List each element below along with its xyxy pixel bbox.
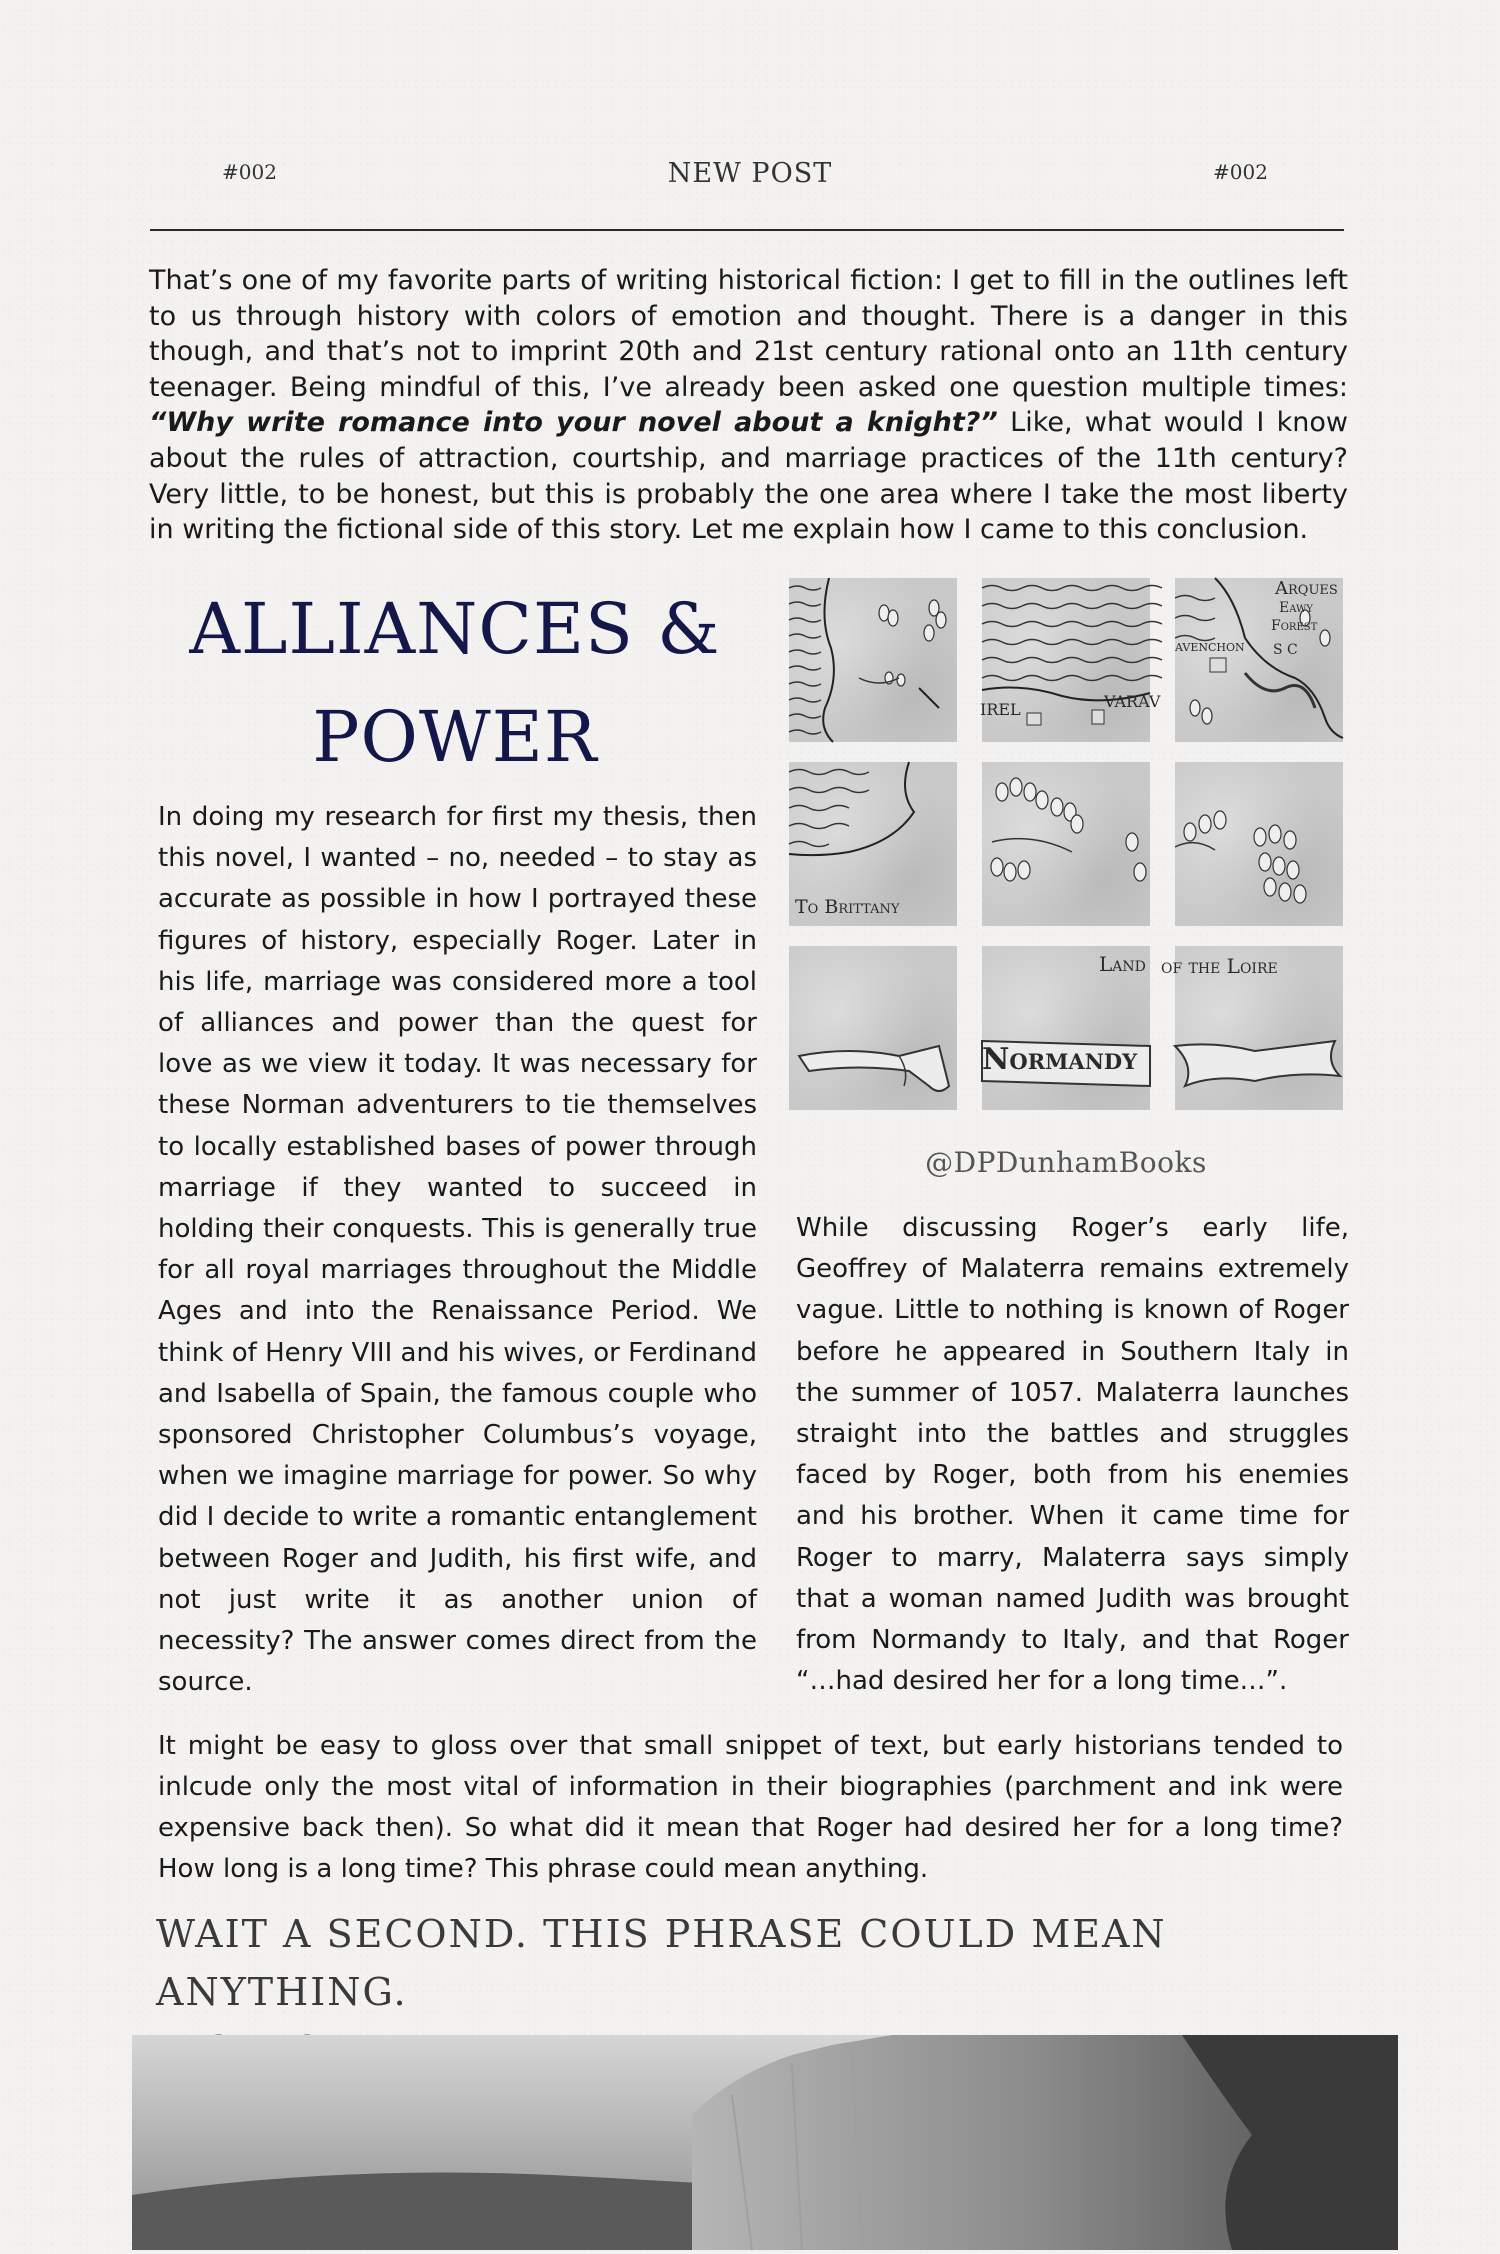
- intro-quote: “Why write romance into your novel about a knight?”: [149, 407, 998, 439]
- intro-paragraph: [149, 263, 1348, 548]
- section-title: [150, 575, 760, 791]
- map-tile-9: [1161, 946, 1343, 1110]
- map-tile-7: [789, 946, 957, 1110]
- closing-paragraph: It might be easy to gloss over that small snippet of text, but early historians tended to inlcude only the most vital of information in their biographies (parchment and ink were expensive back then). So what did it mean that Roger had desired her for a long time? How long is a long time? This phrase could mean anything.: [158, 1731, 1343, 1884]
- map-label-normandy: Normandy: [982, 1042, 1138, 1077]
- post-header-title: NEW POST: [667, 158, 833, 189]
- post-number-right: #002: [1213, 160, 1268, 184]
- right-column-text: While discussing Roger’s early life, Geoffrey of Malaterra remains extremely vague. Little to nothing is known of Roger before he appeared in Southern Italy in the summer of 1057. Malaterra launches straight into the battles and struggles faced by Roger, both from his enemies and his brother. When it came time for Roger to marry, Malaterra says simply that a woman named Judith was brought from Normandy to Italy, and that Roger “…had desired her for a long time…”.: [796, 1213, 1349, 1697]
- map-image-grid: [789, 578, 1343, 1110]
- map-label-irel: IREL: [980, 700, 1021, 719]
- section-title-line-2: POWER: [312, 696, 598, 778]
- map-tile-1: [789, 578, 957, 742]
- intro-text-start: That’s one of my favorite parts of writing historical fiction: I get to fill in the outlines left to us through history with colors of emotion and thought. There is a danger in this though, and that’s not to imprint 20th and 21st century rational onto an 11th century teenager. Being mindful of this, I’ve already been asked one question multiple times:: [149, 265, 1348, 403]
- map-tile-6: [1175, 762, 1343, 926]
- map-label-to-brittany: To Brittany: [795, 896, 900, 918]
- map-tile-3: [1175, 578, 1343, 742]
- map-tile-4: [789, 762, 957, 926]
- map-label-avenchon: avenchon: [1175, 636, 1245, 655]
- map-label-forest: Forest: [1271, 618, 1318, 634]
- section-title-line-1: ALLIANCES &: [189, 588, 721, 670]
- map-label-eawy: Eawy: [1279, 600, 1313, 616]
- intro-text-end: Like, what would I know about the rules of attraction, courtship, and marriage practices of the 11th century? Very little, to be honest, but this is probably the one area where I take the most liberty in writing the fictional side of this story. Let me explain how I came to this conclusion.: [149, 407, 1348, 546]
- left-column-text: In doing my research for first my thesis, then this novel, I wanted – no, needed – to stay as accurate as possible in how I portrayed these figures of history, especially Roger. Later in his life, marriage was considered more a tool of alliances and power than the quest for love as we view it today. It was necessary for these Norman adventurers to tie themselves to locally established bases of power through marriage if they wanted to succeed in holding their conquests. This is generally true for all royal marriages throughout the Middle Ages and into the Renaissance Period. We think of Henry VIII and his wives, or Ferdinand and Isabella of Spain, the famous couple who sponsored Christopher Columbus’s voyage, when we imagine marriage for power. So why did I decide to write a romantic entanglement between Roger and Judith, his first wife, and not just write it as another union of necessity? The answer comes direct from the source.: [158, 802, 757, 1698]
- map-tile-2: [980, 578, 1161, 742]
- cliff-photo: [132, 2035, 1398, 2250]
- map-label-arques: Arques: [1275, 578, 1338, 599]
- map-label-varav: VARAV: [1104, 692, 1161, 711]
- header-divider: [150, 229, 1344, 231]
- map-tile-5: [982, 762, 1150, 926]
- map-label-of-the-loire: of the Loire: [1161, 954, 1278, 978]
- callout-line-1: WAIT A SECOND. THIS PHRASE COULD MEAN ANYTHING.: [156, 1912, 1167, 2014]
- map-label-land: Land: [1099, 952, 1146, 976]
- post-number-left: #002: [222, 160, 277, 184]
- map-credit: @DPDunhamBooks: [925, 1146, 1207, 1179]
- map-label-sc: S C: [1273, 642, 1298, 658]
